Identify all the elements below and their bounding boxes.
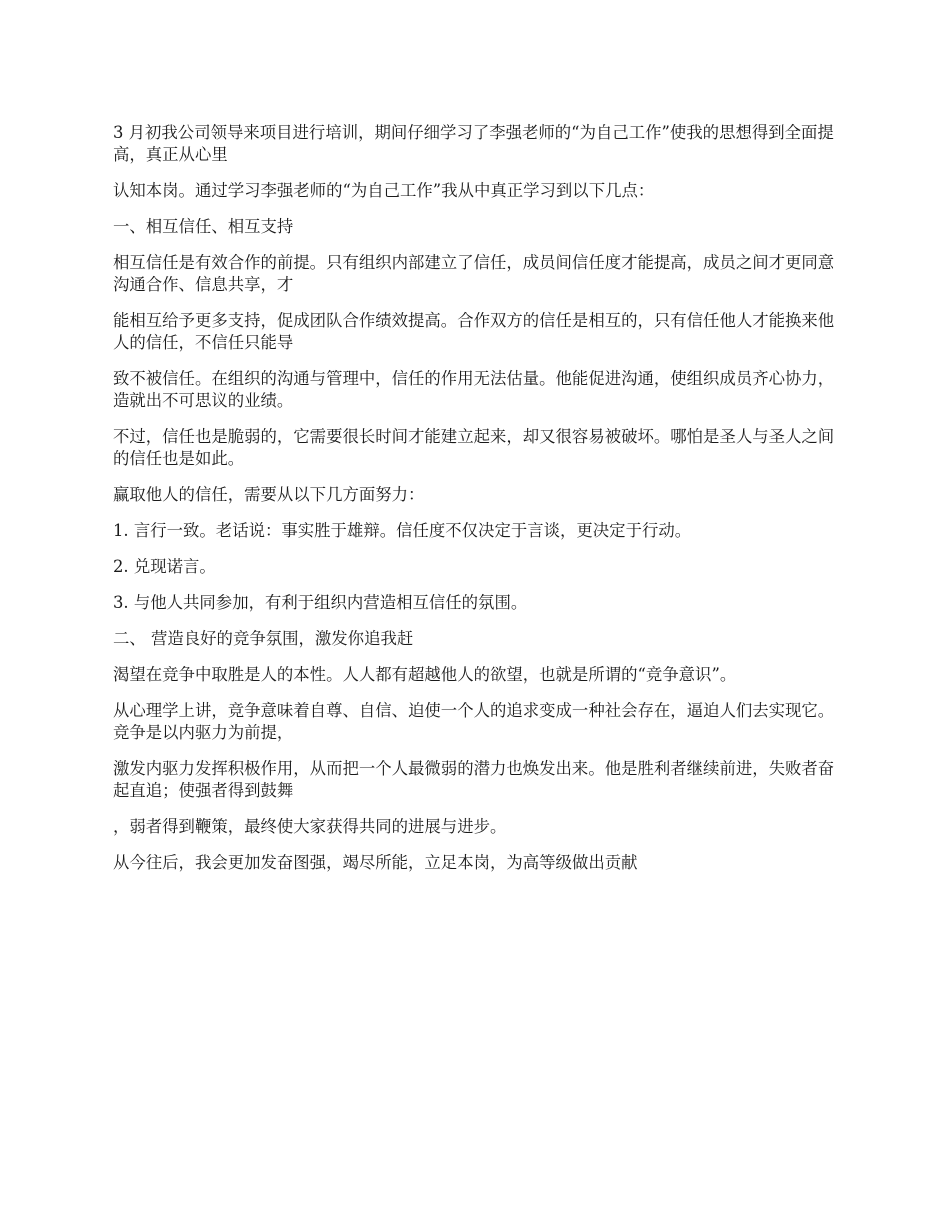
paragraph-closing: 从今往后，我会更加发奋图强，竭尽所能，立足本岗，为高等级做出贡献 (113, 853, 638, 872)
paragraph: 能相互给予更多支持，促成团队合作绩效提高。合作双方的信任是相互的，只有信任他人才能换来他人的信任，不信任只能导 (113, 311, 835, 352)
paragraph: ，弱者得到鞭策，最终使大家获得共同的进展与进步。 (113, 817, 507, 836)
list-item: 1. 言行一致。老话说：事实胜于雄辩。信任度不仅决定于言谈，更决定于行动。 (113, 521, 692, 540)
document-body (113, 122, 841, 888)
section-heading-competition: 二、 营造良好的竞争氛围，激发你追我赶 (113, 629, 414, 648)
section-heading-trust: 一、相互信任、相互支持 (113, 217, 294, 236)
paragraph: 赢取他人的信任，需要从以下几方面努力： (113, 485, 425, 504)
paragraph: 从心理学上讲，竞争意味着自尊、自信、迫使一个人的追求变成一种社会存在，逼迫人们去实现它。竞争是以内驱力为前提， (113, 701, 835, 742)
list-item: 3. 与他人共同参加，有利于组织内营造相互信任的氛围。 (113, 593, 528, 612)
paragraph: 致不被信任。在组织的沟通与管理中，信任的作用无法估量。他能促进沟通，使组织成员齐心协力，造就出不可思议的业绩。 (113, 369, 835, 410)
paragraph: 渴望在竞争中取胜是人的本性。人人都有超越他人的欲望，也就是所谓的“竞争意识”。 (113, 665, 737, 684)
list-item: 2. 兑现诺言。 (113, 557, 216, 576)
paragraph: 激发内驱力发挥积极作用，从而把一个人最微弱的潜力也焕发出来。他是胜利者继续前进，失败者奋起直追；使强者得到鼓舞 (113, 759, 835, 800)
paragraph: 不过，信任也是脆弱的，它需要很长时间才能建立起来，却又很容易被破坏。哪怕是圣人与圣人之间的信任也是如此。 (113, 427, 835, 468)
paragraph-intro-continued: 认知本岗。通过学习李强老师的“为自己工作”我从中真正学习到以下几点： (113, 181, 655, 200)
paragraph: 相互信任是有效合作的前提。只有组织内部建立了信任，成员间信任度才能提高，成员之间才更同意沟通合作、信息共享，才 (113, 253, 835, 294)
paragraph-intro: 3 月初我公司领导来项目进行培训，期间仔细学习了李强老师的“为自己工作”使我的思想得到全面提高，真正从心里 (113, 123, 834, 164)
